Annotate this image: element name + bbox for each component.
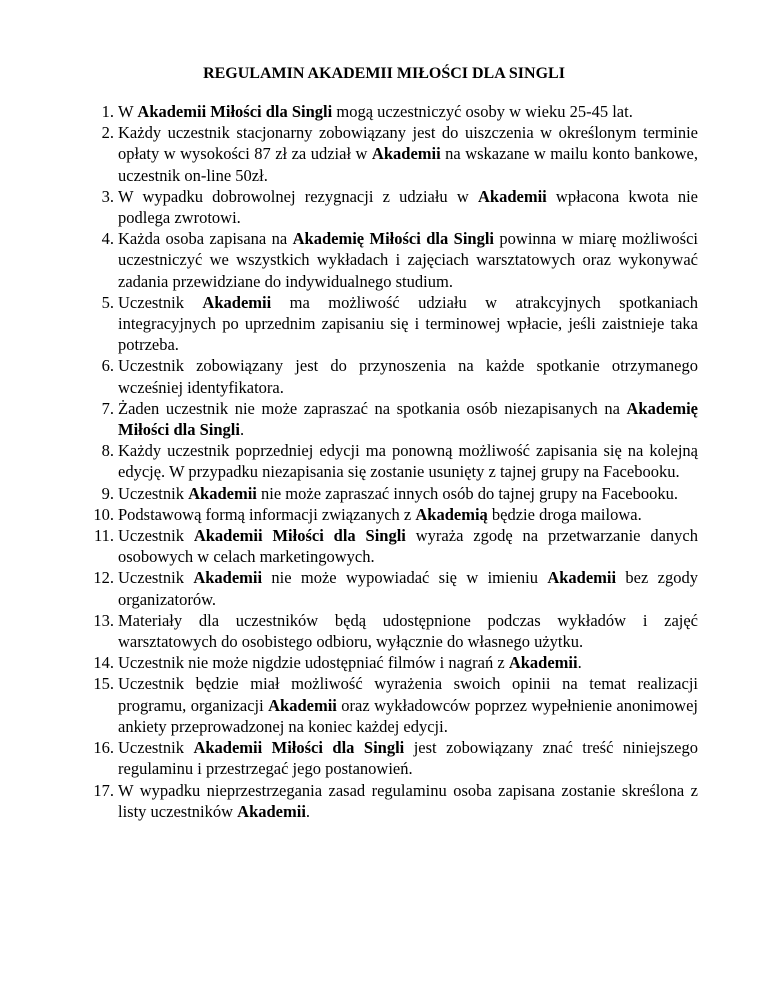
rule-text-bold: Akademii — [477, 186, 547, 206]
rule-item — [80, 780, 698, 822]
rule-text-segment: Uczestnik nie może nigdzie udostępniać filmów i nagrań z — [118, 653, 509, 673]
rule-text-segment: na wskazane w mailu konto bankowe, uczestnik on-line 50zł. — [118, 144, 699, 185]
rule-number: 1. — [101, 102, 114, 121]
rule-text-segment: Materiały dla uczestników będą udostępnione podczas wykładów i zajęć warsztatowych do osobistego odbioru, wyłącznie do własnego użytku. — [118, 610, 698, 652]
rule-text-segment: Uczestnik — [118, 568, 194, 588]
rule-text-segment: powinna w miarę możliwości uczestniczyć we wszystkich wykładach i zajęciach warsztatowych oraz wykonywać zadania przewidziane do indywidualnego studium. — [118, 229, 698, 291]
rule-item — [80, 398, 698, 440]
rule-item — [80, 292, 698, 356]
rule-number: 8. — [101, 441, 114, 461]
rule-item — [80, 122, 698, 186]
rule-item — [80, 673, 698, 737]
rule-text — [118, 228, 698, 292]
rule-text — [118, 737, 698, 779]
rule-number: 15. — [93, 674, 114, 694]
rule-item — [80, 355, 698, 397]
rule-text-segment: W wypadku dobrowolnej rezygnacji z udziału w — [118, 186, 478, 206]
rule-text-segment: będzie droga mailowa. — [487, 504, 642, 524]
document-title: REGULAMIN AKADEMII MIŁOŚCI DLA SINGLI — [203, 65, 565, 82]
rule-text-bold: Akademii — [188, 483, 257, 503]
rule-text-bold: Akademii — [547, 568, 617, 588]
rule-text-bold: Akademii — [268, 695, 337, 715]
rules-list — [80, 101, 698, 822]
rule-text-segment: oraz wykładowców poprzez wypełnienie anonimowej ankiety przeprowadzonej na koniec każdej edycji. — [118, 695, 699, 736]
rule-text-segment: W wypadku nieprzestrzegania zasad regulaminu osoba zapisana zostanie skreślona z listy uczestników — [118, 780, 698, 821]
rule-item — [80, 483, 698, 504]
rule-text-segment: Podstawową formą informacji związanych z — [118, 504, 416, 524]
rule-item — [80, 567, 698, 609]
rule-number: 3. — [101, 186, 114, 206]
rule-number: 12. — [93, 568, 114, 588]
rule-number: 11. — [93, 526, 114, 546]
rule-text-segment: Uczestnik — [118, 483, 189, 503]
rule-text-bold: Akademii Miłości dla Singli — [193, 526, 406, 546]
rule-text-segment: . — [305, 801, 311, 821]
rule-text-segment: jest zobowiązany znać treść niniejszego regulaminu i przestrzegać jego postanowień. — [118, 738, 698, 779]
rule-text — [118, 101, 698, 122]
rule-text-bold: Akademii — [237, 801, 306, 821]
rule-text — [118, 610, 698, 652]
rule-text-segment: Każda osoba zapisana na — [118, 229, 293, 249]
rule-text-segment: Uczestnik będzie miał możliwość wyrażenia swoich opinii na temat realizacji programu, organizacji — [118, 674, 698, 715]
rule-text-segment: wyraża zgodę na przetwarzanie danych osobowych w celach marketingowych. — [118, 526, 698, 567]
rule-item — [80, 440, 698, 482]
rule-number: 7. — [101, 398, 114, 418]
rule-number: 9. — [101, 483, 114, 503]
rule-number: 14. — [93, 653, 114, 673]
rule-item — [80, 186, 698, 228]
rule-text — [118, 292, 698, 356]
rule-text-segment: mogą uczestniczyć osoby w wieku 25-45 lat. — [332, 102, 633, 121]
rule-text — [118, 483, 698, 504]
rule-text-segment: . — [239, 420, 245, 440]
rule-text — [118, 504, 698, 525]
rule-number: 2. — [101, 123, 114, 143]
rule-item — [80, 737, 698, 779]
rule-text-segment: W — [118, 102, 138, 121]
rule-item — [80, 610, 698, 652]
rule-text-segment: . — [577, 653, 582, 673]
rule-text-segment: Uczestnik — [118, 526, 194, 546]
rule-text — [118, 398, 698, 440]
rule-text-bold: Akademię Miłości dla Singli — [118, 398, 698, 440]
rule-text-segment: wpłacona kwota nie podlega zwrotowi. — [118, 186, 699, 228]
rule-number: 4. — [101, 229, 114, 249]
rule-text-segment: nie może wypowiadać się w imieniu — [262, 568, 548, 588]
rule-text-segment: ma możliwość udziału w atrakcyjnych spotkaniach integracyjnych po uprzednim zapisaniu się i terminowej wpłacie, jeśli zaistnieje taka potrzeba. — [118, 292, 698, 355]
rule-text — [118, 673, 698, 737]
rule-text-segment: nie może zapraszać innych osób do tajnej grupy na Facebooku. — [256, 483, 678, 503]
rule-text-bold: Akademii — [508, 653, 578, 673]
rule-text — [118, 355, 698, 397]
rule-text — [118, 652, 698, 673]
rule-text — [118, 186, 698, 228]
rule-text-segment: Żaden uczestnik nie może zapraszać na spotkania osób niezapisanych na — [118, 398, 627, 418]
rule-item — [80, 228, 698, 292]
rule-text-bold: Akademią — [415, 504, 488, 524]
rule-text-segment: Każdy uczestnik stacjonarny zobowiązany jest do uiszczenia w określonym terminie opłaty w wysokości 87 zł za udział w — [118, 123, 698, 164]
rule-text — [118, 780, 698, 822]
rule-text-segment: bez zgody organizatorów. — [118, 568, 698, 609]
rule-number: 16. — [93, 738, 114, 758]
rule-text-bold: Akademii Miłości dla Singli — [137, 102, 333, 121]
rule-number: 13. — [93, 610, 114, 630]
rule-text-bold: Akademii — [371, 144, 441, 164]
rule-text-segment: Uczestnik — [118, 738, 194, 758]
rule-number: 17. — [93, 780, 114, 800]
rule-text-bold: Akademii Miłości dla Singli — [193, 738, 405, 758]
rule-item — [80, 652, 698, 673]
rule-text-bold: Akademii — [193, 568, 263, 588]
rule-text-bold: Akademię Miłości dla Singli — [292, 229, 495, 249]
rule-text — [118, 525, 698, 567]
rule-text-bold: Akademii — [202, 292, 272, 312]
rule-number: 5. — [101, 292, 114, 312]
rule-item — [80, 101, 698, 122]
rule-item — [80, 504, 698, 525]
rule-text-segment: Każdy uczestnik poprzedniej edycji ma ponowną możliwość zapisania się na kolejną edycję. W przypadku niezapisania się zostanie usunięty z tajnej grupy na Facebooku. — [118, 441, 698, 482]
rule-text — [118, 567, 698, 609]
rule-text-segment: Uczestnik — [118, 292, 203, 312]
rule-text — [118, 440, 698, 482]
rule-text-segment: Uczestnik zobowiązany jest do przynoszenia na każde spotkanie otrzymanego wcześniej identyfikatora. — [118, 356, 698, 397]
rule-text — [118, 122, 698, 186]
rule-number: 6. — [101, 356, 114, 376]
rule-number: 10. — [93, 504, 114, 524]
rule-item — [80, 525, 698, 567]
